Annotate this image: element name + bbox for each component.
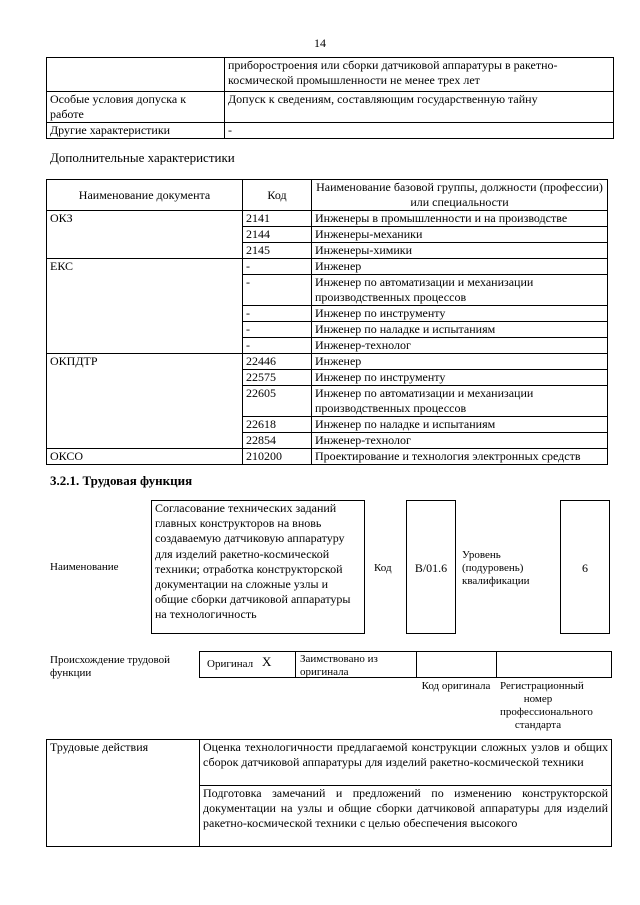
table-row <box>47 740 612 786</box>
row-label <box>47 58 225 92</box>
table-row <box>47 123 614 139</box>
doc-cell: ОКПДТР <box>47 354 243 449</box>
function-title: 3.2.1. Трудовая функция <box>50 473 193 488</box>
code-cell: - <box>243 259 312 275</box>
code-cell: 2144 <box>243 227 312 243</box>
table-row <box>47 259 608 275</box>
name-cell: Инженер по наладке и испытаниям <box>312 322 608 338</box>
original-mark: X <box>262 654 272 669</box>
origin-divider-3 <box>496 651 497 678</box>
code-cell: 22854 <box>243 433 312 449</box>
name-cell: Инженер по автоматизации и механизации производственных процессов <box>312 275 608 306</box>
page-number: 14 <box>314 36 326 50</box>
code-caption: Код оригинала <box>421 680 491 692</box>
level-label: Уровень (подуровень) квалификации <box>462 549 530 587</box>
name-cell: Инженер <box>312 259 608 275</box>
header-code: Код <box>243 180 312 211</box>
origin-divider-1 <box>295 651 296 678</box>
code-cell: - <box>243 306 312 322</box>
header-doc: Наименование документа <box>47 180 243 211</box>
name-cell: Инженер по инструменту <box>312 370 608 386</box>
origin-label: Происхождение трудовой функции <box>50 654 171 679</box>
doc-cell: ОКСО <box>47 449 243 465</box>
name-cell: Инженеры-химики <box>312 243 608 259</box>
code-cell: 2141 <box>243 211 312 227</box>
table-row <box>47 58 614 92</box>
level-value: 6 <box>582 561 588 575</box>
doc-cell: ОКЗ <box>47 211 243 259</box>
name-cell: Инженер по автоматизации и механизации производственных процессов <box>312 386 608 417</box>
code-cell: - <box>243 338 312 354</box>
actions-table <box>46 739 612 847</box>
name-cell: Инженер по инструменту <box>312 306 608 322</box>
table-row <box>47 92 614 123</box>
table-row <box>47 354 608 370</box>
code-cell: 22605 <box>243 386 312 417</box>
name-label: Наименование <box>50 561 119 573</box>
name-cell: Инженер по наладке и испытаниям <box>312 417 608 433</box>
name-cell: Инженер-технолог <box>312 338 608 354</box>
additional-title: Дополнительные характеристики <box>50 150 235 165</box>
name-cell: Проектирование и технология электронных средств <box>312 449 608 465</box>
name-cell: Инженеры-механики <box>312 227 608 243</box>
row-value: приборостроения или сборки датчиковой аппаратуры в ракетно-космической промышленности не менее трех лет <box>225 58 614 92</box>
row-label: Особые условия допуска к работе <box>47 92 225 123</box>
code-cell: 2145 <box>243 243 312 259</box>
origin-divider-2 <box>416 651 417 678</box>
header-name: Наименование базовой группы, должности (профессии) или специальности <box>312 180 608 211</box>
action-item: Подготовка замечаний и предложений по изменению конструкторской документации на узлы и общие сборки датчиковой аппаратуры для изделий ракетно-космической техники с целью обеспечения высокого <box>200 786 612 847</box>
table-row <box>47 449 608 465</box>
row-value: Допуск к сведениям, составляющим государственную тайну <box>225 92 614 123</box>
action-item: Оценка технологичности предлагаемой конструкции сложных узлов и общих сборок датчиковой аппаратуры для изделий ракетно-космической техники <box>200 740 612 786</box>
code-cell: - <box>243 322 312 338</box>
original-label: Оригинал <box>207 658 254 670</box>
row-value: - <box>225 123 614 139</box>
code-cell: - <box>243 275 312 306</box>
additional-table <box>46 179 608 465</box>
name-cell: Инженер-технолог <box>312 433 608 449</box>
row-label: Другие характеристики <box>47 123 225 139</box>
top-table <box>46 57 614 139</box>
borrowed-label: Заимствовано из оригинала <box>300 653 378 678</box>
code-value: B/01.6 <box>414 561 448 575</box>
name-cell: Инженер <box>312 354 608 370</box>
table-header-row <box>47 180 608 211</box>
code-cell: 22618 <box>243 417 312 433</box>
name-cell: Инженеры в промышленности и на производстве <box>312 211 608 227</box>
actions-label: Трудовые действия <box>47 740 200 847</box>
code-cell: 210200 <box>243 449 312 465</box>
table-row <box>47 211 608 227</box>
doc-cell: ЕКС <box>47 259 243 354</box>
code-cell: 22446 <box>243 354 312 370</box>
code-label: Код <box>374 562 392 574</box>
code-cell: 22575 <box>243 370 312 386</box>
reg-caption: Регистрационный номер профессионального стандарта <box>500 680 593 731</box>
name-value: Согласование технических заданий главных конструкторов на вновь создаваемую датчиковую аппаратуру для изделий ракетно-космической техники; отработка конструкторской документации на сложные узлы и общие сборки датчиковой аппаратуры на технологичность <box>155 501 351 622</box>
